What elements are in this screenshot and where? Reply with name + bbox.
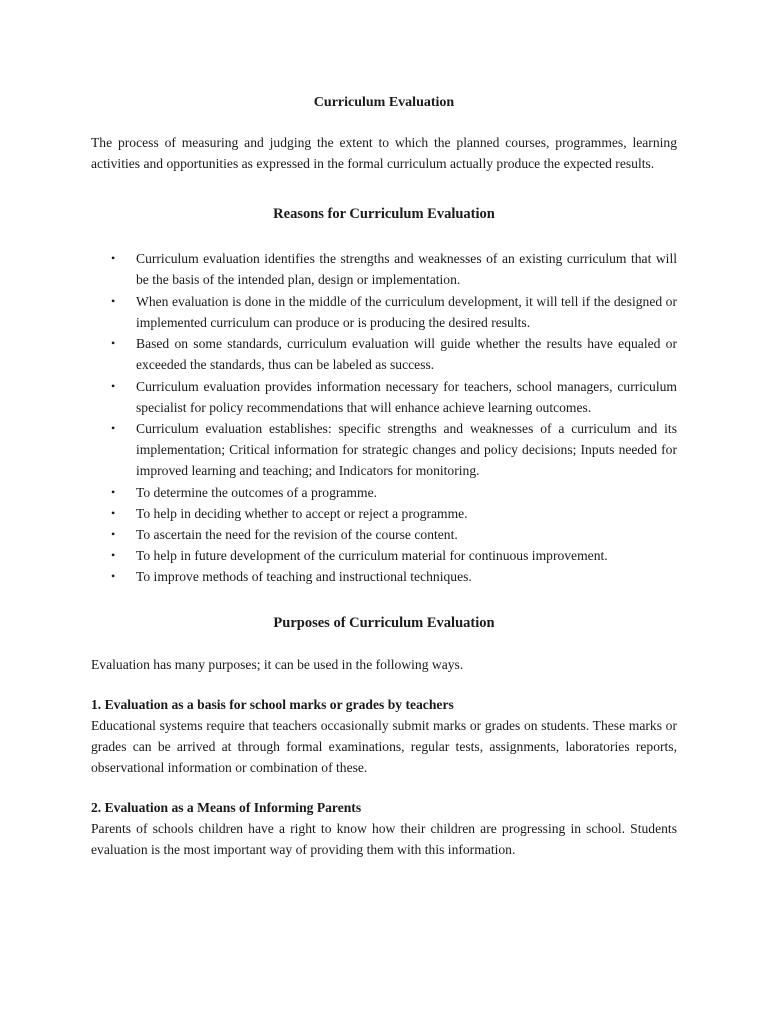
bullet-icon: • <box>111 547 116 562</box>
list-item-text: To determine the outcomes of a programme. <box>136 484 378 500</box>
list-item-text: Curriculum evaluation establishes: specific strengths and weaknesses of a curriculum and its implementation; Critical information for strategic changes and policy decisions; Inputs needed for improved learning and teaching; and Indicators for monitoring. <box>136 421 677 478</box>
section-body-parents: Parents of schools children have a right to know how their children are progressing in school. Students evaluation is the most important way of providing them with this information. <box>91 820 677 857</box>
bullet-icon: • <box>111 421 116 435</box>
list-item <box>91 566 677 587</box>
bullet-icon: • <box>111 378 116 393</box>
bullet-icon: • <box>111 293 116 308</box>
list-item-text: Curriculum evaluation provides information necessary for teachers, school managers, curriculum specialist for policy recommendations that will enhance achieve learning outcomes. <box>136 378 677 415</box>
bullet-icon: • <box>111 505 116 520</box>
list-item <box>91 291 677 333</box>
list-item <box>91 376 677 418</box>
list-item-text: To improve methods of teaching and instructional techniques. <box>136 568 472 584</box>
list-item-text: To help in deciding whether to accept or reject a programme. <box>136 505 468 521</box>
list-item <box>91 418 677 481</box>
list-item-text: Based on some standards, curriculum evaluation will guide whether the results have equaled or exceeded the standards, thus can be labeled as success. <box>136 336 677 372</box>
section-body-marks: Educational systems require that teachers occasionally submit marks or grades on students. These marks or grades can be arrived at through formal examinations, regular tests, assignments, laboratories reports, observational information or combination of these. <box>91 717 677 775</box>
purposes-heading: Purposes of Curriculum Evaluation <box>273 614 495 631</box>
list-item <box>91 503 677 524</box>
intro-paragraph: The process of measuring and judging the extent to which the planned courses, programmes, learning activities and opportunities as expressed in the formal curriculum actually produce the expected results. <box>91 135 677 171</box>
bullet-icon: • <box>111 484 116 499</box>
reasons-list <box>91 248 677 587</box>
section-heading-parents: 2. Evaluation as a Means of Informing Parents <box>91 799 362 815</box>
list-item <box>91 524 677 545</box>
bullet-icon: • <box>111 251 116 265</box>
list-item <box>91 248 677 290</box>
bullet-icon: • <box>111 526 116 541</box>
document-title: Curriculum Evaluation <box>313 95 455 110</box>
list-item <box>91 545 677 566</box>
list-item-text: When evaluation is done in the middle of the curriculum development, it will tell if the designed or implemented curriculum can produce or is producing the desired results. <box>136 293 677 330</box>
list-item <box>91 482 677 503</box>
list-item-text: To ascertain the need for the revision of the course content. <box>136 526 458 542</box>
purposes-intro: Evaluation has many purposes; it can be used in the following ways. <box>91 656 464 672</box>
reasons-heading: Reasons for Curriculum Evaluation <box>273 206 495 222</box>
document-page <box>91 92 677 860</box>
section-heading-marks: 1. Evaluation as a basis for school marks or grades by teachers <box>91 696 454 712</box>
list-item <box>91 333 677 375</box>
list-item-text: Curriculum evaluation identifies the strengths and weaknesses of an existing curriculum that will be the basis of the intended plan, design or implementation. <box>136 251 677 287</box>
bullet-icon: • <box>111 336 116 350</box>
list-item-text: To help in future development of the curriculum material for continuous improvement. <box>136 547 608 563</box>
bullet-icon: • <box>111 568 116 583</box>
